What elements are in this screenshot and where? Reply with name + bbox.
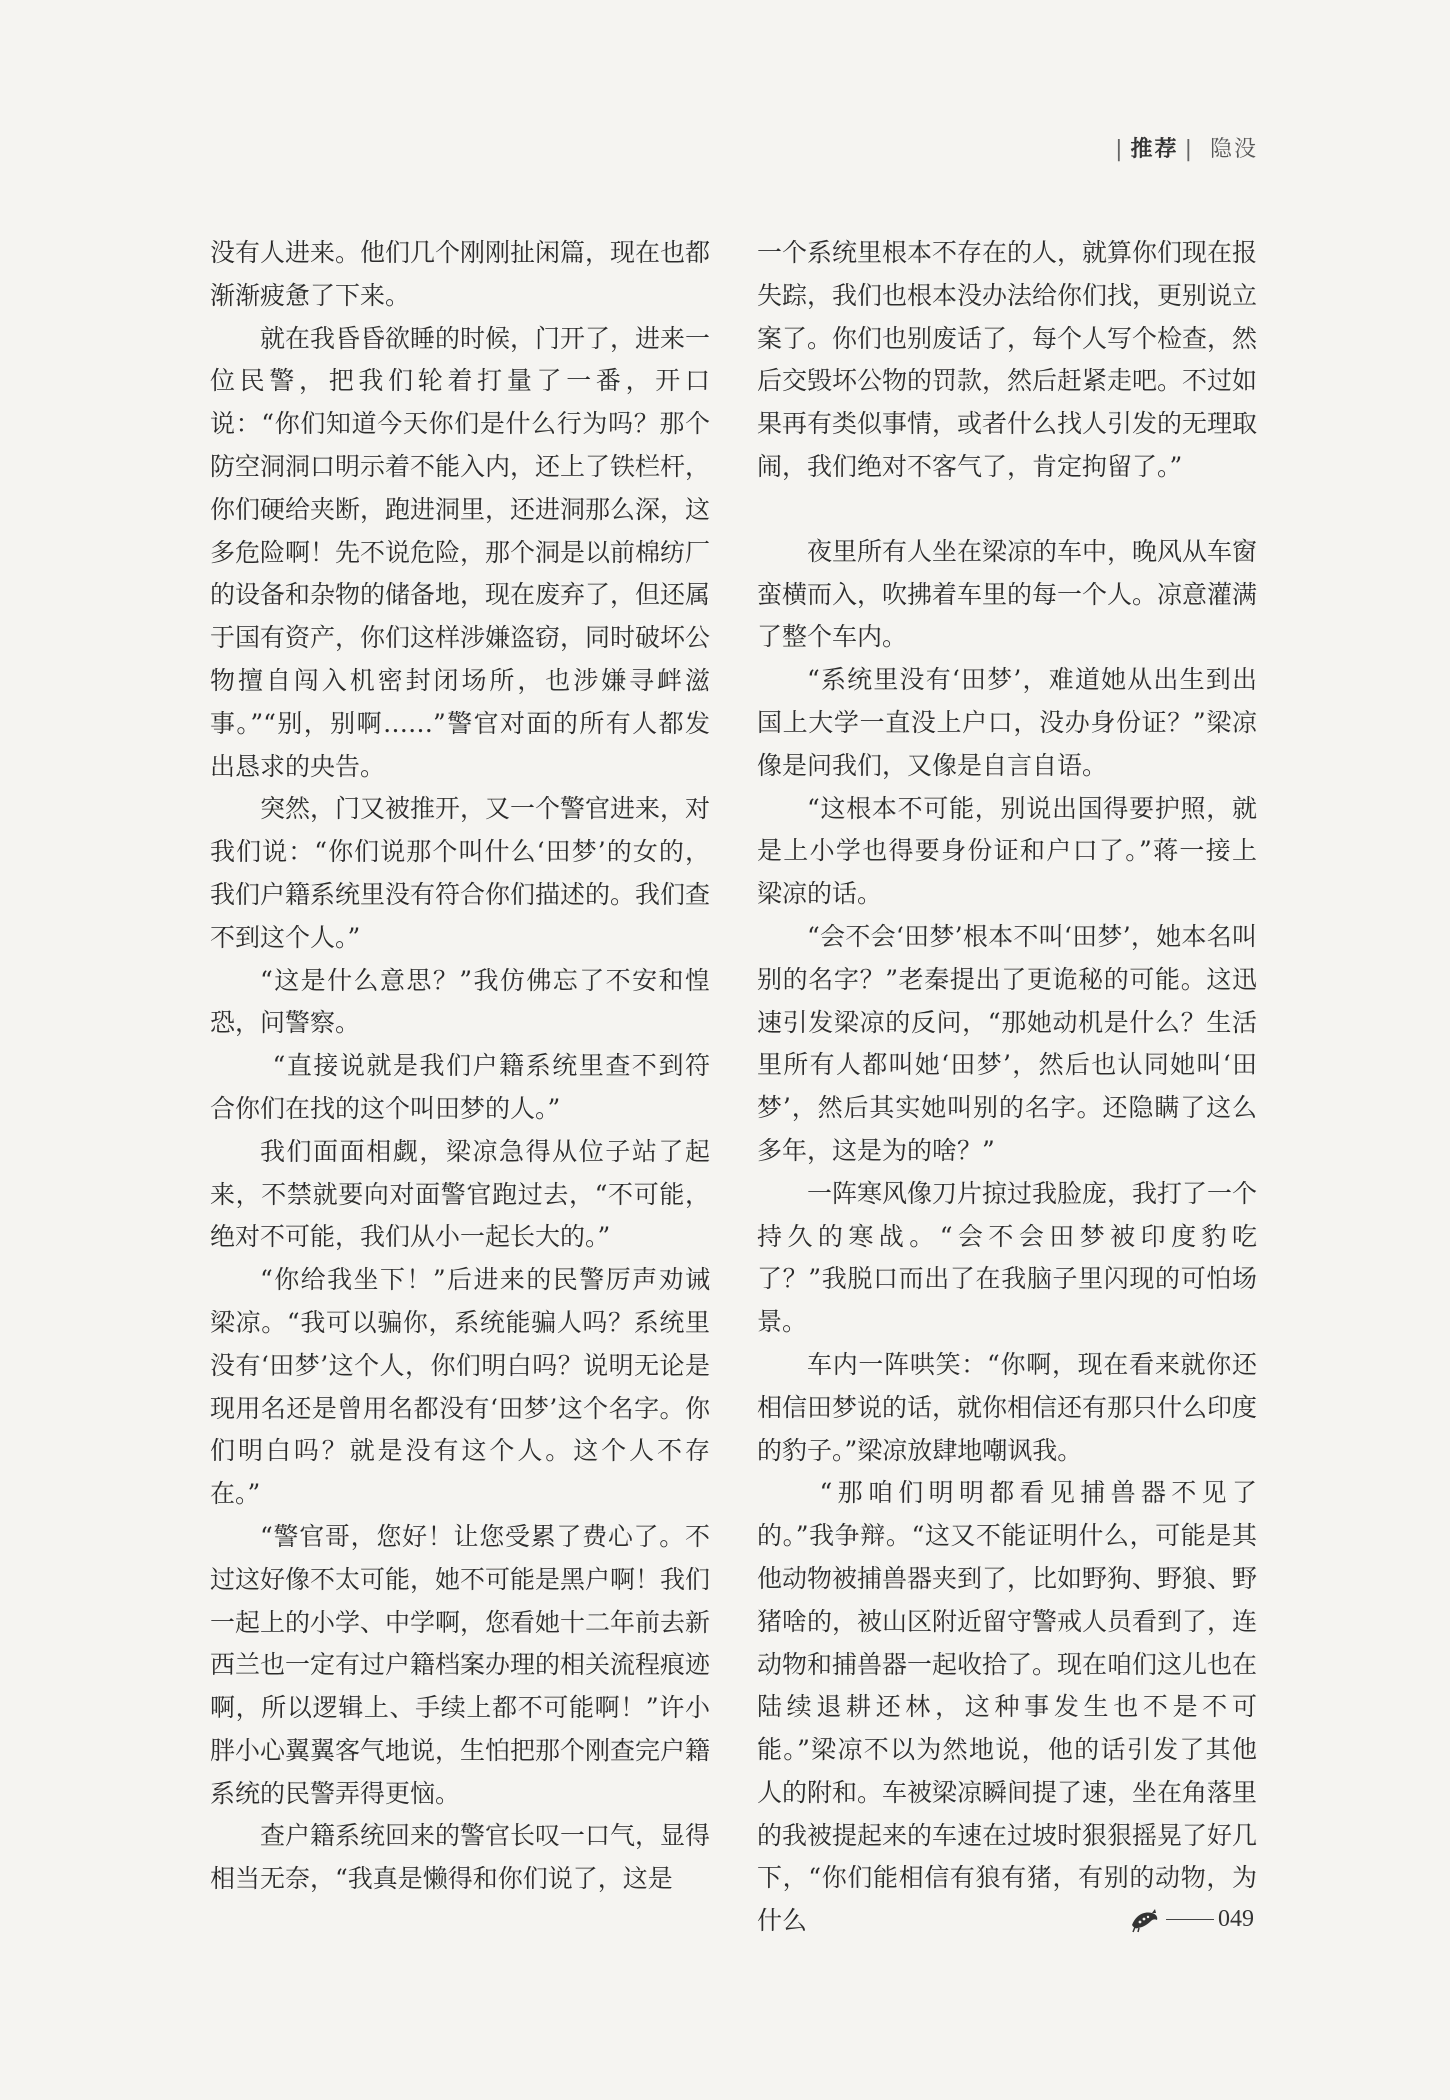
right-column — [757, 232, 1257, 1943]
paragraph: “系统里没有‘田梦’，难道她从出生到出国上大学一直没上户口，没办身份证？”梁凉像是问我们，又像是自言自语。 — [757, 665, 1257, 780]
paragraph: 车内一阵哄笑：“你啊，现在看来就你还相信田梦说的话，就你相信还有那只什么印度的豹子。”梁凉放肆地嘲讽我。 — [757, 1349, 1258, 1465]
paragraph: 没有人进来。他们几个刚刚扯闲篇，现在也都渐渐疲惫了下来。 — [210, 238, 711, 310]
page-number: 049 — [1218, 1906, 1254, 1932]
paragraph: “这是什么意思？”我仿佛忘了不安和惶恐，问警察。 — [210, 965, 710, 1038]
paragraph: “那咱们明明都看见捕兽器不见了的。”我争辩。“这又不能证明什么，可能是其他动物被捕兽器夹到了，比如野狗、野狼、野猪啥的，被山区附近留守警戒人员看到了，连动物和捕兽器一起收拾了。现在咱们这儿也在陆续退耕还林，这种事发生也不是不可能。”梁凉不以为然地说，他的话引发了其他人的附和。车被梁凉瞬间提了速，坐在角落里的我被提起来的车速在过坡时狠狠摇晃了好几下，“你们能相信有狼有猪，有别的动物，为什么 — [757, 1478, 1258, 1936]
paragraph: 一个系统里根本不存在的人，就算你们现在报失踪，我们也根本没办法给你们找，更别说立案了。你们也别废话了，每个人写个检查，然后交毁坏公物的罚款，然后赶紧走吧。不过如果再有类似事情，或者什么找人引发的无理取闹，我们绝对不客气了，肯定拘留了。” — [757, 238, 1258, 481]
paragraph: 夜里所有人坐在梁凉的车中，晚风从车窗蛮横而入，吹拂着车里的每一个人。凉意灌满了整个车内。 — [757, 536, 1258, 652]
paragraph: “你给我坐下！”后进来的民警厉声劝诫梁凉。“我可以骗你，系统能骗人吗？系统里没有‘田梦’这个人，你们明白吗？说明无论是现用名还是曾用名都没有‘田梦’这个名字。你们明白吗？就是没有这个人。这个人不存在。” — [210, 1265, 710, 1509]
left-column — [210, 232, 710, 1901]
section-label: 推荐 — [1130, 137, 1179, 162]
paragraph: 一阵寒风像刀片掠过我脸庞，我打了一个持久的寒战。“会不会田梦被印度豹吃了？”我脱口而出了在我脑子里闪现的可怕场景。 — [757, 1178, 1258, 1337]
page-footer — [1130, 1906, 1254, 1933]
footer-rule — [1166, 1919, 1214, 1920]
paragraph: “警官哥，您好！让您受累了费心了。不过这好像不太可能，她不可能是黑户啊！我们一起上的小学、中学啊，您看她十二年前去新西兰也一定有过户籍档案办理的相关流程痕迹啊，所以逻辑上、手续上都不可能啊！”许小胖小心翼翼客气地说，生怕把那个刚查完户籍系统的民警弄得更恼。 — [210, 1521, 711, 1808]
paragraph: “直接说就是我们户籍系统里查不到符合你们在找的这个叫田梦的人。” — [210, 1051, 710, 1123]
paragraph: “会不会‘田梦’根本不叫‘田梦’，她本名叫别的名字？”老秦提出了更诡秘的可能。这迅速引发梁凉的反问，“那她动机是什么？生活里所有人都叫她‘田梦’，然后也认同她叫‘田梦’，然后其实她叫别的名字。还隐瞒了这么多年，这是为的啥？” — [757, 921, 1257, 1165]
paragraph: 就在我昏昏欲睡的时候，门开了，进来一位民警，把我们轮着打量了一番，开口说：“你们知道今天你们是什么行为吗？那个防空洞洞口明示着不能入内，还上了铁栏杆，你们硬给夹断，跑进洞里，还进洞那么深，这多危险啊！先不说危险，那个洞是以前棉纺厂的设备和杂物的储备地，现在废弃了，但还属于国有资产，你们这样涉嫌盗窃，同时破坏公物擅自闯入机密封闭场所，也涉嫌寻衅滋事。”“别，别啊……”警官对面的所有人都发出恳求的央告。 — [210, 323, 711, 781]
paragraph: 我们面面相觑，梁凉急得从位子站了起来，不禁就要向对面警官跑过去，“不可能，绝对不可能，我们从小一起长大的。” — [210, 1136, 710, 1252]
paragraph: “这根本不可能，别说出国得要护照，就是上小学也得要身份证和户口了。”蒋一接上梁凉的话。 — [757, 793, 1257, 909]
running-header: | 推荐 | 隐没 — [1115, 137, 1258, 162]
leopard-ornament-icon — [1130, 1907, 1160, 1933]
paragraph: 查户籍系统回来的警官长叹一口气，显得相当无奈，“我真是懒得和你们说了，这是 — [210, 1821, 711, 1894]
paragraph: 突然，门又被推开，又一个警官进来，对我们说：“你们说那个叫什么‘田梦’的女的，我们户籍系统里没有符合你们描述的。我们查不到这个人。” — [210, 794, 711, 952]
story-title: 隐没 — [1209, 137, 1258, 162]
